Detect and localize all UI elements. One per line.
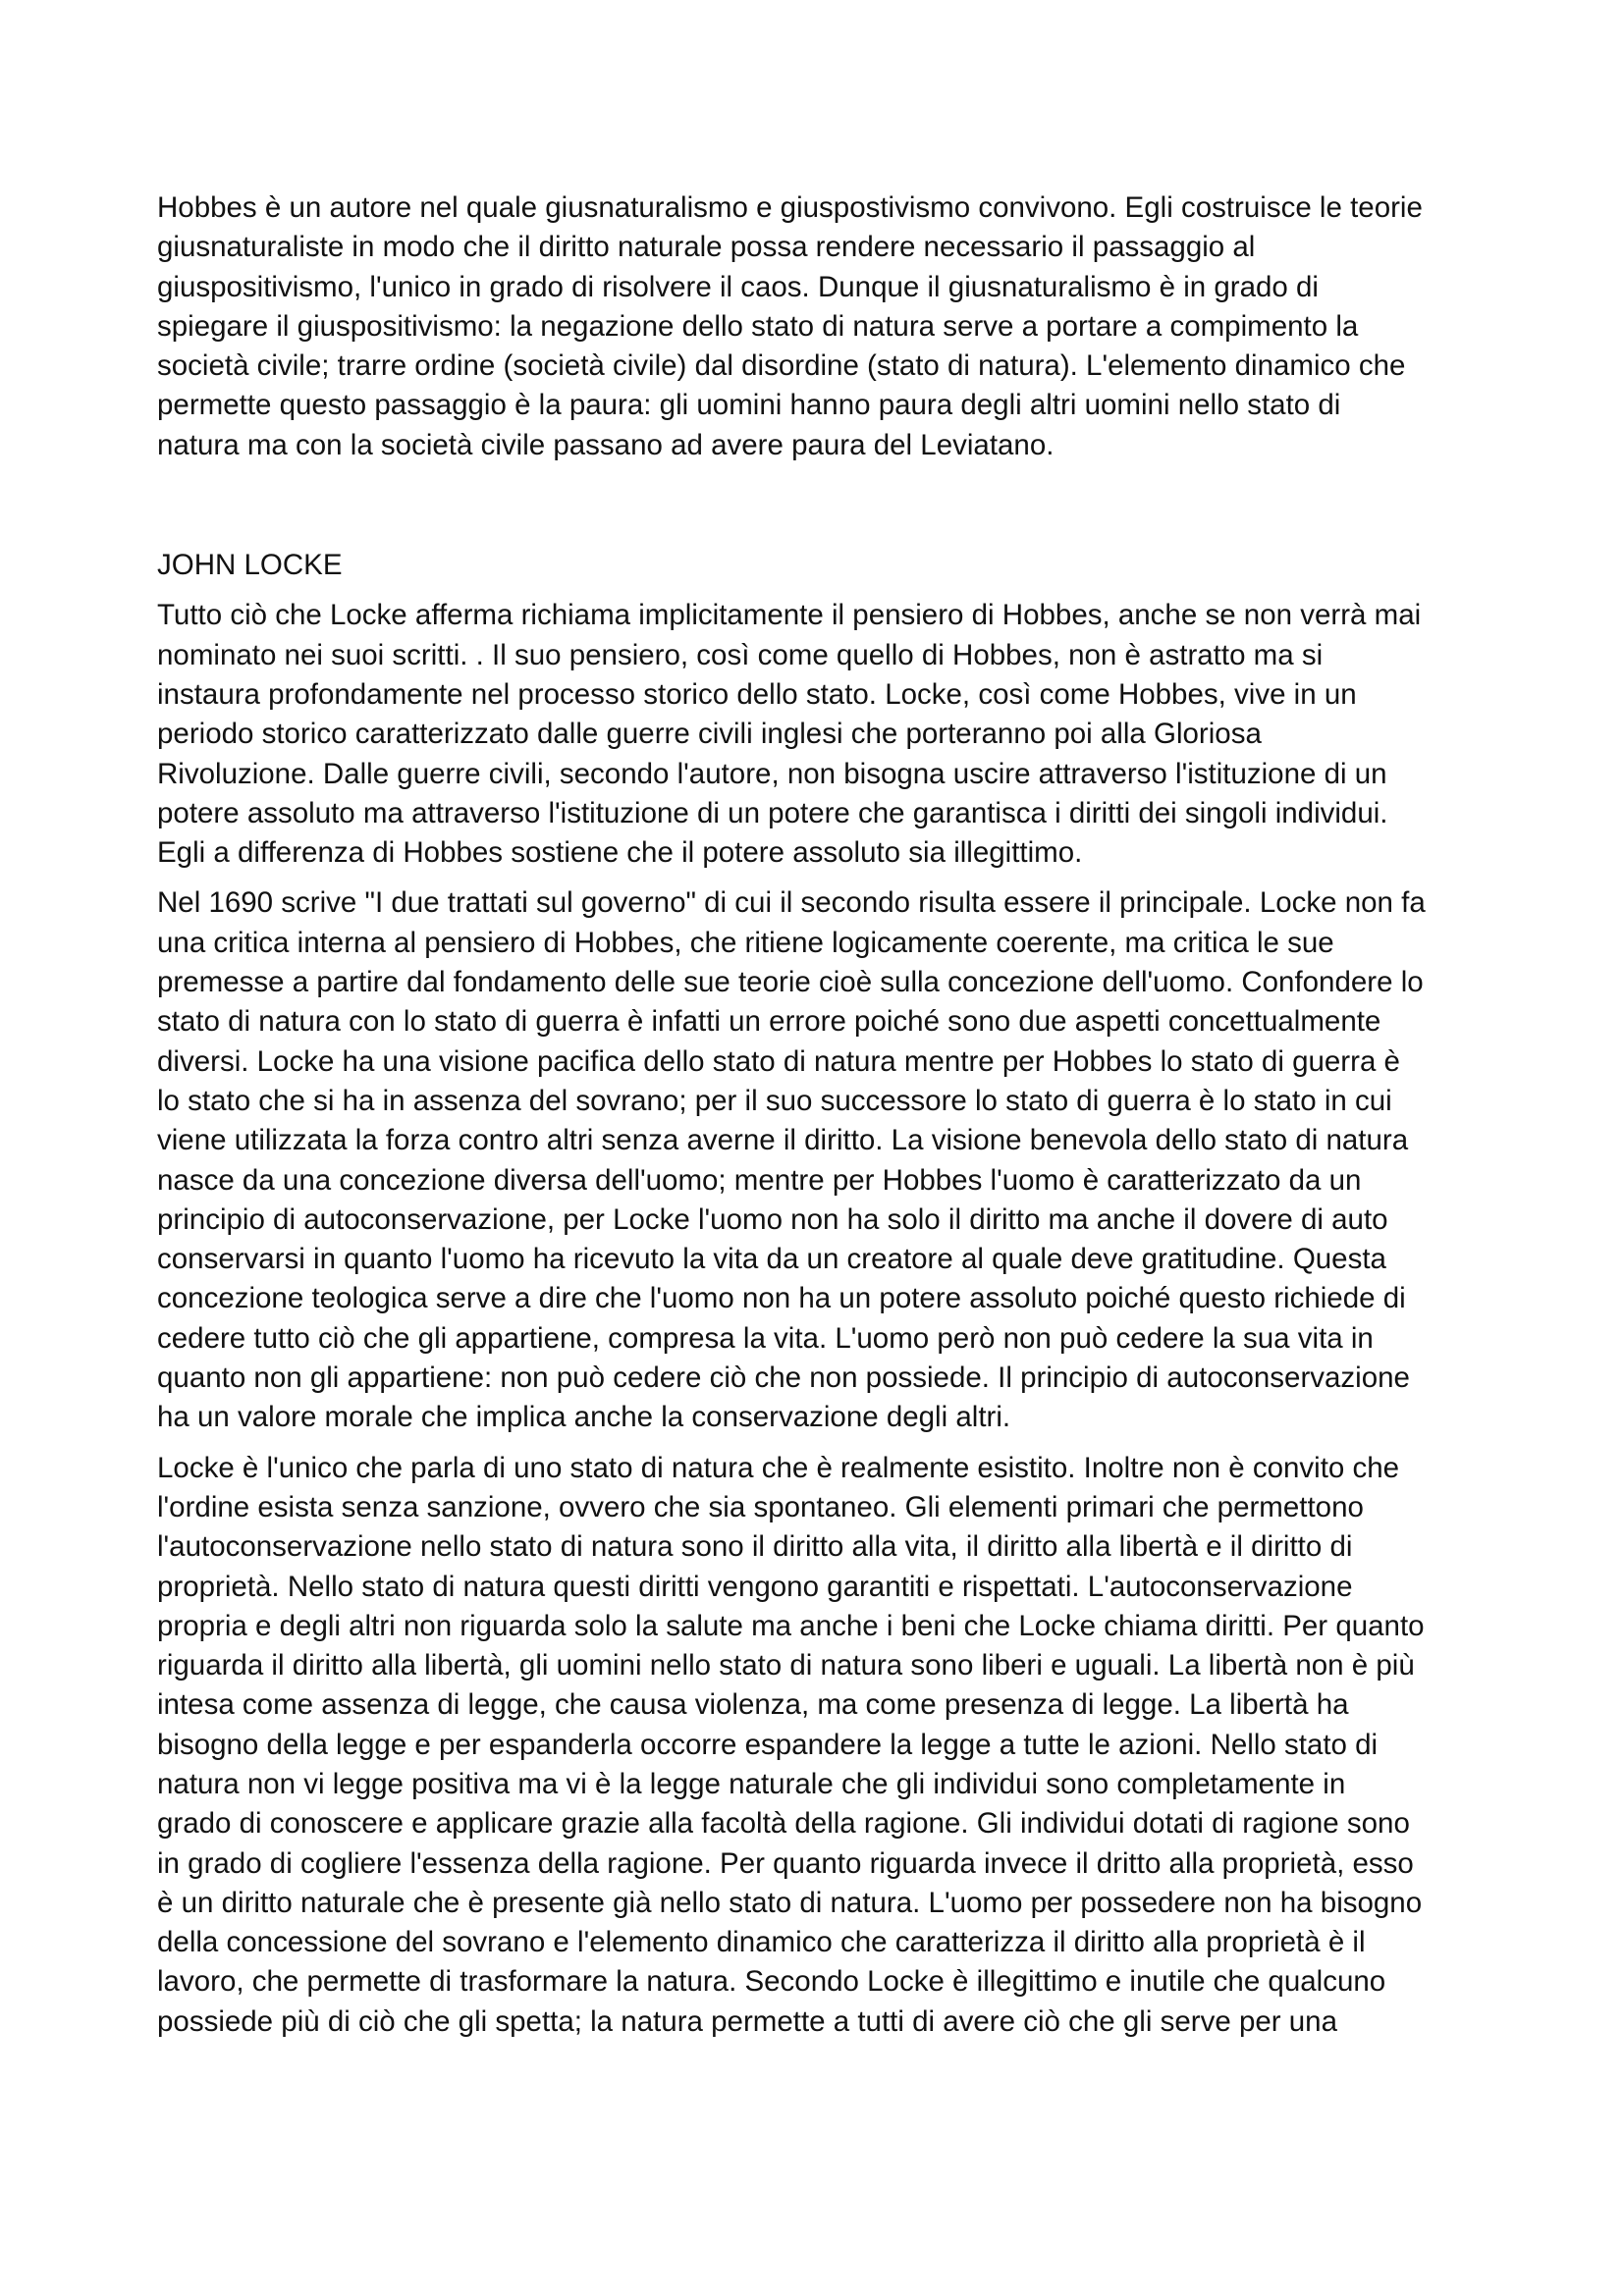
document-body: [157, 188, 1483, 2042]
spacer: [157, 585, 1483, 596]
spacer: [157, 1438, 1483, 1449]
paragraph-state-of-nature: Locke è l'unico che parla di uno stato di natura che è realmente esistito. Inoltre non è convito che l'ordine esista senza sanzione, ovvero che sia spontaneo. Gli elementi primari che permettono l'autoconservazione nello stato di natura sono il diritto alla vita, il diritto alla libertà e il diritto di proprietà. Nello stato di natura questi diritti vengono garantiti e rispettati. L'autoconservazione propria e degli altri non riguarda solo la salute ma anche i beni che Locke chiama diritti. Per quanto riguarda il diritto alla libertà, gli uomini nello stato di natura sono liberi e uguali. La libertà non è più intesa come assenza di legge, che causa violenza, ma come presenza di legge. La libertà ha bisogno della legge e per espanderla occorre espandere la legge a tutte le azioni. Nello stato di natura non vi legge positiva ma vi è la legge naturale che gli individui sono completamente in grado di conoscere e applicare grazie alla facoltà della ragione. Gli individui dotati di ragione sono in grado di cogliere l'essenza della ragione. Per quanto riguarda invece il dritto alla proprietà, esso è un diritto naturale che è presente già nello stato di natura. L'uomo per possedere non ha bisogno della concessione del sovrano e l'elemento dinamico che caratterizza il diritto alla proprietà è il lavoro, che permette di trasformare la natura. Secondo Locke è illegittimo e inutile che qualcuno possiede più di ciò che gli spetta; la natura permette a tutti di avere ciò che gli serve per una: [157, 1451, 1425, 2038]
spacer: [157, 465, 1483, 546]
spacer: [157, 873, 1483, 883]
paragraph-two-treatises: Nel 1690 scrive "I due trattati sul governo" di cui il secondo risulta essere il principale. Locke non fa una critica interna al pensiero di Hobbes, che ritiene logicamente coerente, ma critica le sue premesse a partire dal fondamento delle sue teorie cioè sulla concezione dell'uomo. Confondere lo stato di natura con lo stato di guerra è infatti un errore poiché sono due aspetti concettualmente diversi. Locke ha una visione pacifica dello stato di natura mentre per Hobbes lo stato di guerra è lo stato che si ha in assenza del sovrano; per il suo successore lo stato di guerra è lo stato in cui viene utilizzata la forza contro altri senza averne il diritto. La visione benevola dello stato di natura nasce da una concezione diversa dell'uomo; mentre per Hobbes l'uomo è caratterizzato da un principio di autoconservazione, per Locke l'uomo non ha solo il diritto ma anche il dovere di auto conservarsi in quanto l'uomo ha ricevuto la vita da un creatore al quale deve gratitudine. Questa concezione teologica serve a dire che l'uomo non ha un potere assoluto poiché questo richiede di cedere tutto ciò che gli appartiene, compresa la vita. L'uomo però non può cedere la sua vita in quanto non gli appartiene: non può cedere ciò che non possiede. Il principio di autoconservazione ha un valore morale che implica anche la conservazione degli altri.: [157, 886, 1426, 1434]
paragraph-hobbes-summary: Hobbes è un autore nel quale giusnaturalismo e giuspostivismo convivono. Egli costruisce le teorie giusnaturaliste in modo che il diritto naturale possa rendere necessario il passaggio al giuspositivismo, l'unico in grado di risolvere il caos. Dunque il giusnaturalismo è in grado di spiegare il giuspositivismo: la negazione dello stato di natura serve a portare a compimento la società civile; trarre ordine (società civile) dal disordine (stato di natura). L'elemento dinamico che permette questo passaggio è la paura: gli uomini hanno paura degli altri uomini nello stato di natura ma con la società civile passano ad avere paura del Leviatano.: [157, 191, 1423, 461]
section-heading-john-locke: JOHN LOCKE: [157, 549, 343, 582]
paragraph-locke-intro: Tutto ciò che Locke afferma richiama implicitamente il pensiero di Hobbes, anche se non verrà mai nominato nei suoi scritti. . Il suo pensiero, così come quello di Hobbes, non è astratto ma si instaura profondamente nel processo storico dello stato. Locke, così come Hobbes, vive in un periodo storico caratterizzato dalle guerre civili inglesi che porteranno poi alla Gloriosa Rivoluzione. Dalle guerre civili, secondo l'autore, non bisogna uscire attraverso l'istituzione di un potere assoluto ma attraverso l'istituzione di un potere che garantisca i diritti dei singoli individui. Egli a differenza di Hobbes sostiene che il potere assoluto sia illegittimo.: [157, 599, 1422, 870]
